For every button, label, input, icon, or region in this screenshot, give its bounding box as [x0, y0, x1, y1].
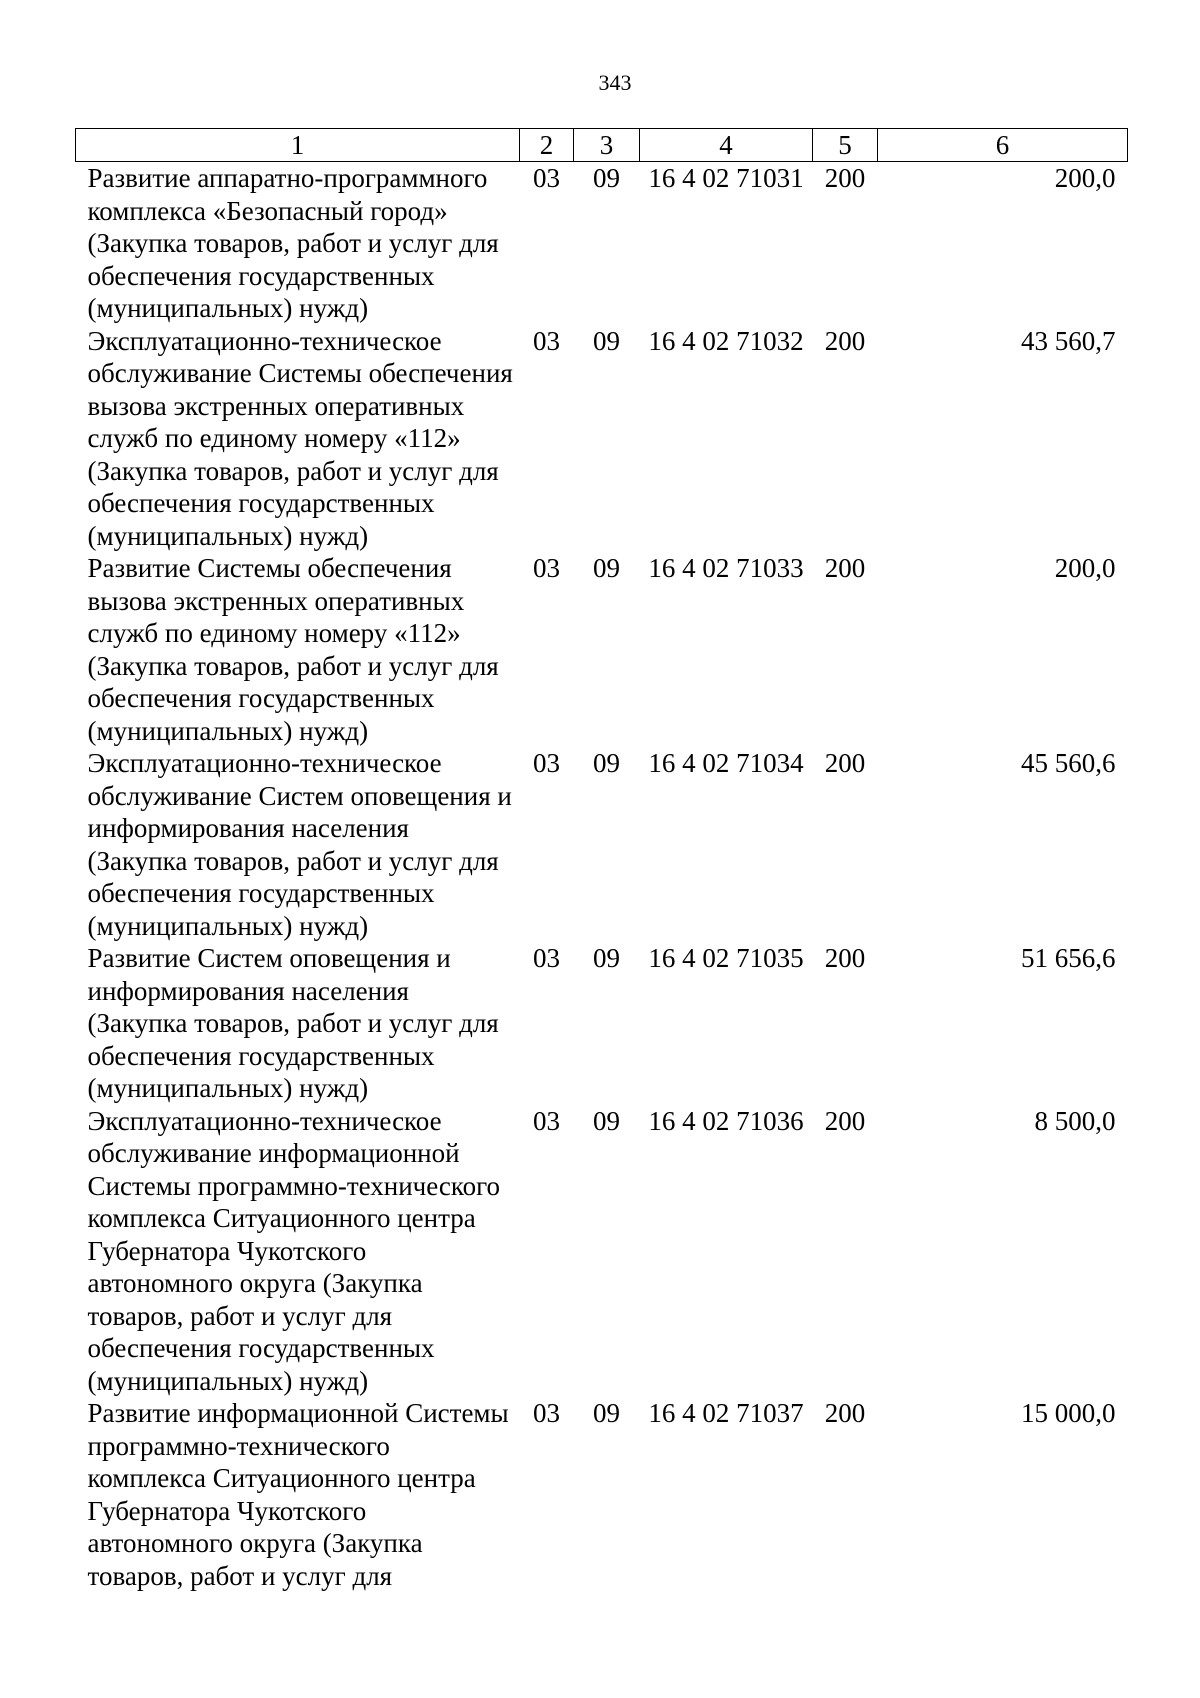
row-expense-type: 200: [824, 943, 866, 973]
header-col-1: 1: [76, 129, 520, 162]
row-subsection: 09: [593, 943, 620, 973]
row-name: Эксплуатационно-техническое обслуживание Систем оповещения и информирования населения (Закупка товаров, работ и услуг для обеспечения государственных (муниципальных) нужд): [87, 748, 512, 941]
row-section: 03: [533, 1105, 560, 1136]
row-expense-type: 200: [824, 553, 866, 583]
row-target-code: 16 4 02 71034: [648, 748, 804, 778]
header-col-3: 3: [574, 129, 640, 162]
row-subsection: 09: [593, 748, 620, 778]
row-section: 03: [533, 163, 560, 193]
row-amount: 15 000,0: [1021, 1398, 1116, 1428]
row-expense-type: 200: [824, 1105, 866, 1136]
row-expense-type: 200: [824, 748, 866, 778]
row-subsection: 09: [593, 553, 620, 583]
row-name: Развитие информационной Системы программно-технического комплекса Ситуационного центра Губернатора Чукотского автономного округа (Закупка товаров, работ и услуг для: [87, 1398, 509, 1591]
row-section: 03: [533, 943, 560, 973]
table-row: [76, 747, 1128, 942]
header-row: [76, 129, 1128, 162]
table-body: [76, 162, 1128, 1593]
row-section: 03: [533, 1398, 560, 1428]
table-row: [76, 162, 1128, 325]
header-col-5: 5: [813, 129, 878, 162]
row-target-code: 16 4 02 71031: [648, 163, 804, 193]
header-col-2: 2: [520, 129, 574, 162]
table-header: [76, 129, 1128, 162]
row-section: 03: [533, 748, 560, 778]
row-amount: 51 656,6: [1021, 943, 1116, 973]
row-name: Развитие Систем оповещения и информирования населения (Закупка товаров, работ и услуг для обеспечения государственных (муниципальных) нужд): [87, 943, 499, 1103]
table-row: [76, 552, 1128, 747]
row-name: Развитие Системы обеспечения вызова экстренных оперативных служб по единому номеру «112» (Закупка товаров, работ и услуг для обеспечения государственных (муниципальных) нужд): [87, 553, 499, 746]
row-amount: 8 500,0: [1034, 1105, 1116, 1136]
row-expense-type: 200: [824, 163, 866, 193]
row-subsection: 09: [593, 1105, 620, 1136]
row-target-code: 16 4 02 71033: [648, 553, 804, 583]
row-amount: 200,0: [1054, 163, 1116, 193]
row-section: 03: [533, 553, 560, 583]
row-target-code: 16 4 02 71037: [648, 1398, 804, 1428]
row-amount: 200,0: [1054, 553, 1116, 583]
row-target-code: 16 4 02 71032: [648, 325, 804, 356]
row-target-code: 16 4 02 71036: [648, 1105, 804, 1136]
row-name: Эксплуатационно-техническое обслуживание Системы обеспечения вызова экстренных оперативных служб по единому номеру «112» (Закупка товаров, работ и услуг для обеспечения государственных (муниципальных) нужд): [87, 325, 513, 551]
table-row: [76, 1105, 1128, 1398]
table-row: [76, 942, 1128, 1105]
row-section: 03: [533, 325, 560, 356]
row-subsection: 09: [593, 163, 620, 193]
table-row: [76, 1397, 1128, 1592]
table-row: [76, 325, 1128, 553]
row-amount: 43 560,7: [1021, 325, 1116, 356]
row-target-code: 16 4 02 71035: [648, 943, 804, 973]
row-name: Эксплуатационно-техническое обслуживание информационной Системы программно-технического комплекса Ситуационного центра Губернатора Чукотского автономного округа (Закупка товаров, работ и услуг для обеспечения государственных (муниципальных) нужд): [87, 1105, 501, 1396]
header-col-6: 6: [878, 129, 1128, 162]
row-expense-type: 200: [824, 325, 866, 356]
row-subsection: 09: [593, 325, 620, 356]
row-subsection: 09: [593, 1398, 620, 1428]
row-amount: 45 560,6: [1021, 748, 1116, 778]
page-number: 343: [598, 70, 632, 95]
budget-table: [75, 128, 1128, 1592]
row-name: Развитие аппаратно-программного комплекса «Безопасный город» (Закупка товаров, работ и услуг для обеспечения государственных (муниципальных) нужд): [87, 163, 499, 323]
header-col-4: 4: [640, 129, 813, 162]
row-expense-type: 200: [824, 1398, 866, 1428]
